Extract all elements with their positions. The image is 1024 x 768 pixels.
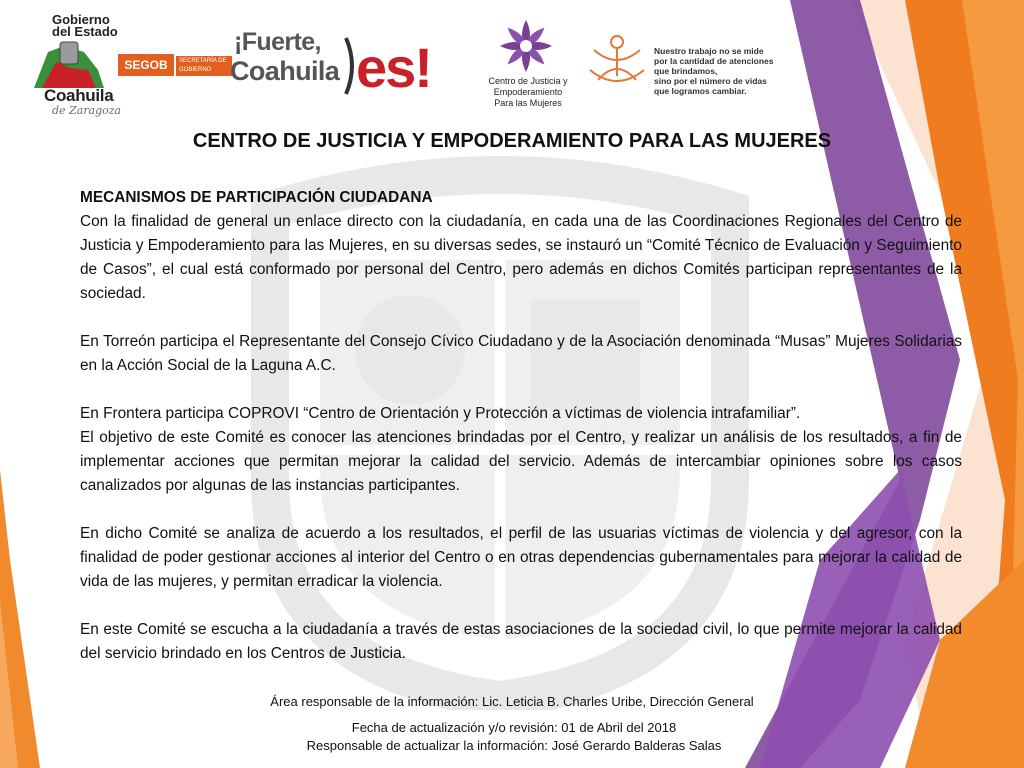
spacer [80, 306, 962, 330]
nuestro-line3: que brindamos, [654, 66, 718, 76]
responsible-area: Área responsable de la información: Lic. Leticia B. Charles Uribe, Dirección General [270, 694, 754, 709]
spacer [80, 594, 962, 618]
cjem-line3: Para las Mujeres [494, 98, 562, 108]
coahuila-shield-icon [34, 40, 104, 88]
gob-line1: Gobierno [52, 12, 110, 27]
nuestro-line1: Nuestro trabajo no se mide [654, 46, 764, 56]
paragraph-6: En este Comité se escucha a la ciudadanía a través de estas asociaciones de la sociedad civil, lo que permite mejorar la calidad del servicio brindado en los Centros de Justicia. [80, 621, 962, 662]
spacer [80, 498, 962, 522]
fuerte-coahuila-logo [228, 22, 450, 100]
segob-badge: SEGOB [118, 54, 174, 76]
coahuila-name: Coahuila [44, 86, 114, 105]
nuestro-text [654, 46, 794, 96]
paragraph-3: En Frontera participa COPROVI “Centro de Orientación y Protección a víctimas de violencia intrafamiliar”. [80, 405, 801, 422]
update-responsible: Responsable de actualizar la información: José Gerardo Balderas Salas [306, 738, 722, 753]
cjem-line1: Centro de Justicia y [488, 76, 568, 86]
gob-line2: del Estado [52, 24, 118, 39]
flower-icon [498, 18, 554, 74]
fuerte-line2: Coahuila [230, 56, 340, 86]
cjem-line2: Empoderamiento [493, 87, 563, 97]
update-date: Fecha de actualización y/o revisión: 01 de Abril del 2018 [351, 720, 677, 735]
spacer [80, 378, 962, 402]
nuestro-line5: que logramos cambiar. [654, 86, 747, 96]
nuestro-line2: por la cantidad de atenciones [654, 56, 774, 66]
coahuila-subtitle: de Zaragoza [52, 104, 122, 117]
coahuila-government-logo [30, 12, 227, 117]
lotus-figure-icon [584, 30, 650, 94]
page-title: CENTRO DE JUSTICIA Y EMPODERAMIENTO PARA LAS MUJERES [192, 130, 832, 152]
cjem-text [478, 76, 578, 109]
paragraph-4: El objetivo de este Comité es conocer las atenciones brindadas por el Centro, y realizar un análisis de los resultados, a fin de implementar acciones que permitan mejorar la calidad del servicio. Además de intercambiar opiniones sobre los casos canalizados por algunas de las instancias participantes. [80, 429, 962, 494]
section-title: MECANISMOS DE PARTICIPACIÓN CIUDADANA [80, 189, 433, 206]
fuerte-es: es! [356, 36, 431, 99]
document-body [80, 186, 962, 666]
paragraph-1: Con la finalidad de general un enlace directo con la ciudadanía, en cada una de las Coordinaciones Regionales del Centro de Justicia y Empoderamiento para las Mujeres, en su diversas sedes, se instauró un “Comité Técnico de Evaluación y Seguimiento de Casos”, el cual está conformado por personal del Centro, pero además en dichos Comités participan representantes de la sociedad. [80, 213, 962, 302]
cjem-logo [478, 18, 574, 114]
fuerte-line1: ¡Fuerte, [234, 28, 321, 56]
paragraph-5: En dicho Comité se analiza de acuerdo a los resultados, el perfil de las usuarias víctimas de violencia y del agresor, con la finalidad de poder gestionar acciones al interior del Centro o en otras dependencias gubernamentales para mejorar la calidad de vida de las mujeres, y permitan erradicar la violencia. [80, 525, 962, 590]
nuestro-line4: sino por el número de vidas [654, 76, 767, 86]
paragraph-2: En Torreón participa el Representante del Consejo Cívico Ciudadano y de la Asociación denominada “Musas” Mujeres Solidarias en la Acción Social de la Laguna A.C. [80, 333, 962, 374]
segob-subtitle: SECRETARÍA DE GOBIERNO [176, 56, 232, 76]
update-info [294, 719, 734, 755]
coahuila-gob-text [52, 14, 118, 38]
nuestro-trabajo-logo [584, 26, 784, 96]
